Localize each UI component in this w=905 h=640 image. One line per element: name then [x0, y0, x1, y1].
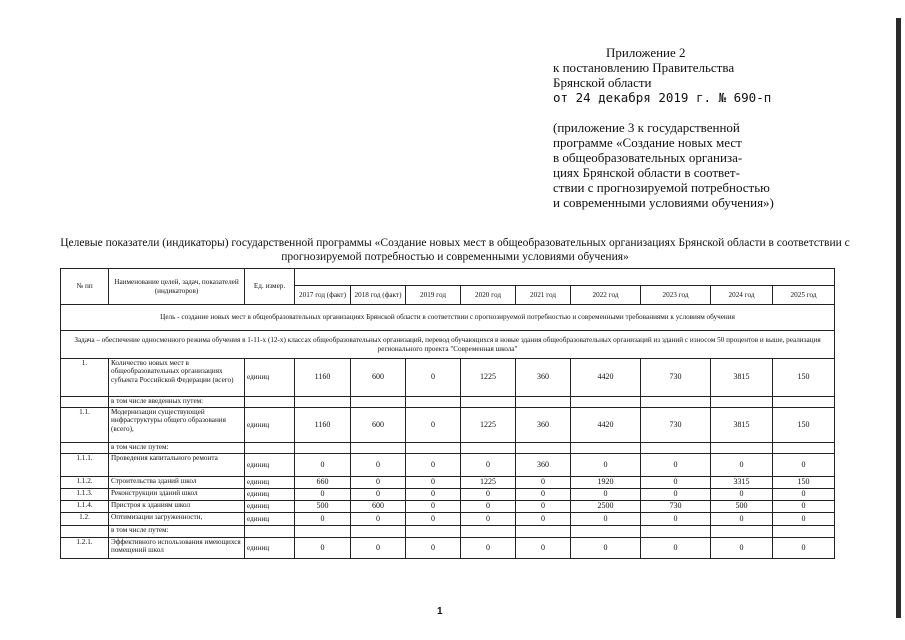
row-value: 0 — [406, 408, 461, 443]
row-value: 600 — [351, 408, 406, 443]
row-value: 0 — [516, 477, 571, 489]
row-value: 360 — [516, 454, 571, 477]
row-value — [571, 526, 641, 538]
row-value: 360 — [516, 359, 571, 397]
row-value: 0 — [641, 454, 711, 477]
header-num: № пп — [61, 269, 109, 305]
appendix-line: циях Брянской области в соответ- — [553, 165, 740, 180]
header-year: 2019 год — [406, 286, 461, 305]
row-value: 0 — [406, 359, 461, 397]
row-value: 0 — [461, 538, 516, 559]
row-value: 150 — [773, 408, 835, 443]
row-value: 0 — [516, 538, 571, 559]
row-unit: единиц — [245, 501, 295, 513]
row-name: в том числе введенных путем: — [109, 397, 245, 408]
row-number: 1.1.1. — [61, 454, 109, 477]
row-number — [61, 526, 109, 538]
row-value — [571, 397, 641, 408]
row-unit: единиц — [245, 513, 295, 526]
row-value: 0 — [351, 477, 406, 489]
row-value: 3315 — [711, 477, 773, 489]
row-unit — [245, 397, 295, 408]
row-unit: единиц — [245, 477, 295, 489]
table-row — [61, 443, 835, 454]
row-value: 0 — [406, 489, 461, 501]
row-value: 0 — [773, 454, 835, 477]
appendix-line: Брянской области — [553, 75, 652, 90]
appendix-line: программе «Создание новых мест — [553, 135, 742, 150]
row-value: 1160 — [295, 359, 351, 397]
row-value: 0 — [406, 477, 461, 489]
row-number — [61, 443, 109, 454]
row-unit — [245, 526, 295, 538]
row-value: 0 — [406, 538, 461, 559]
row-value: 730 — [641, 408, 711, 443]
header-year: 2022 год — [571, 286, 641, 305]
row-value: 0 — [711, 489, 773, 501]
row-value: 0 — [516, 501, 571, 513]
row-value — [406, 526, 461, 538]
row-value: 0 — [461, 454, 516, 477]
row-value: 3815 — [711, 408, 773, 443]
row-value: 0 — [295, 489, 351, 501]
row-value — [351, 526, 406, 538]
page-number: 1 — [437, 606, 443, 617]
row-name: Эффективного использования имеющихся помещений школ — [109, 538, 245, 559]
row-number: 1.1. — [61, 408, 109, 443]
row-value: 0 — [711, 513, 773, 526]
row-name: в том числе путем: — [109, 443, 245, 454]
row-value: 0 — [351, 513, 406, 526]
row-unit: единиц — [245, 359, 295, 397]
row-value — [516, 526, 571, 538]
appendix-decree-date: от 24 декабря 2019 г. № 690-п — [553, 90, 772, 105]
row-unit: единиц — [245, 538, 295, 559]
row-value: 0 — [711, 538, 773, 559]
row-value: 0 — [461, 501, 516, 513]
row-value: 0 — [571, 538, 641, 559]
row-value — [406, 397, 461, 408]
row-value: 0 — [516, 489, 571, 501]
row-value: 150 — [773, 477, 835, 489]
row-name: Модернизации существующей инфраструктуры общего образования (всего), — [109, 408, 245, 443]
appendix-line: и современными условиями обучения») — [553, 195, 774, 210]
row-value — [461, 526, 516, 538]
row-value — [461, 397, 516, 408]
table-row — [61, 359, 835, 397]
header-year: 2023 год — [641, 286, 711, 305]
row-value: 1225 — [461, 359, 516, 397]
row-value — [641, 526, 711, 538]
header-years-group — [295, 269, 835, 286]
row-value: 2500 — [571, 501, 641, 513]
table-row — [61, 501, 835, 513]
row-value: 0 — [773, 538, 835, 559]
goal-row: Цель - создание новых мест в общеобразовательных организациях Брянской области в соответствии с прогнозируемой потребностью и современными требованиями к условиям обучения — [61, 305, 835, 331]
document-title: Целевые показатели (индикаторы) государственной программы «Создание новых мест в общеобразовательных организациях Брянской области в соответствии с прогнозируемой потребностью и современными условиями обучения» — [60, 237, 850, 263]
row-value — [773, 443, 835, 454]
row-value: 0 — [295, 513, 351, 526]
row-number: 1.1.3. — [61, 489, 109, 501]
row-value: 0 — [641, 513, 711, 526]
row-number: 1.2. — [61, 513, 109, 526]
row-value: 0 — [406, 454, 461, 477]
row-value: 1225 — [461, 408, 516, 443]
row-value — [516, 397, 571, 408]
row-value — [711, 526, 773, 538]
row-value: 0 — [641, 489, 711, 501]
row-value: 660 — [295, 477, 351, 489]
row-value: 0 — [351, 454, 406, 477]
row-value: 1160 — [295, 408, 351, 443]
table-row — [61, 408, 835, 443]
appendix-line: (приложение 3 к государственной — [553, 120, 740, 135]
header-year: 2021 год — [516, 286, 571, 305]
appendix-heading: Приложение 2 — [606, 45, 686, 60]
row-value: 600 — [351, 501, 406, 513]
row-unit: единиц — [245, 489, 295, 501]
table-row — [61, 513, 835, 526]
table-row — [61, 526, 835, 538]
row-unit: единиц — [245, 408, 295, 443]
row-value — [351, 443, 406, 454]
row-value — [641, 397, 711, 408]
row-name: Количество новых мест в общеобразовательных организациях субъекта Российской Федерации (всего) — [109, 359, 245, 397]
row-value — [711, 443, 773, 454]
row-value: 730 — [641, 359, 711, 397]
header-year: 2020 год — [461, 286, 516, 305]
row-name: Пристроя к зданиям школ — [109, 501, 245, 513]
row-value — [461, 443, 516, 454]
row-value: 3815 — [711, 359, 773, 397]
header-year: 2017 год (факт) — [295, 286, 351, 305]
table-row — [61, 477, 835, 489]
row-value: 0 — [406, 513, 461, 526]
row-value: 0 — [571, 454, 641, 477]
scan-edge-shadow — [896, 18, 901, 618]
row-name: Оптимизации загруженности, — [109, 513, 245, 526]
row-value: 0 — [571, 489, 641, 501]
row-name: Проведения капитального ремонта — [109, 454, 245, 477]
row-value — [406, 443, 461, 454]
row-name: в том числе путем: — [109, 526, 245, 538]
row-number: 1.1.2. — [61, 477, 109, 489]
row-value: 730 — [641, 501, 711, 513]
row-unit: единиц — [245, 454, 295, 477]
row-value: 500 — [711, 501, 773, 513]
row-value: 0 — [461, 513, 516, 526]
appendix-block — [553, 45, 883, 210]
row-value — [773, 397, 835, 408]
row-number: 1.2.1. — [61, 538, 109, 559]
row-value: 0 — [406, 501, 461, 513]
header-unit: Ед. измер. — [245, 269, 295, 305]
row-value: 1920 — [571, 477, 641, 489]
row-value — [773, 526, 835, 538]
row-value: 150 — [773, 359, 835, 397]
header-name: Наименование целей, задач, показателей (индикаторов) — [109, 269, 245, 305]
row-value: 0 — [351, 538, 406, 559]
table-row — [61, 397, 835, 408]
row-value — [295, 397, 351, 408]
row-value: 500 — [295, 501, 351, 513]
row-value — [295, 443, 351, 454]
row-value: 600 — [351, 359, 406, 397]
appendix-line: ствии с прогнозируемой потребностью — [553, 180, 770, 195]
row-value: 0 — [295, 538, 351, 559]
row-value: 0 — [773, 513, 835, 526]
row-value: 4420 — [571, 359, 641, 397]
row-value: 1225 — [461, 477, 516, 489]
row-name: Реконструкции зданий школ — [109, 489, 245, 501]
row-value — [711, 397, 773, 408]
row-value — [571, 443, 641, 454]
row-value: 360 — [516, 408, 571, 443]
row-value: 0 — [773, 501, 835, 513]
appendix-line: в общеобразовательных организа- — [553, 150, 743, 165]
header-year: 2024 год — [711, 286, 773, 305]
row-number: 1. — [61, 359, 109, 397]
header-year: 2025 год — [773, 286, 835, 305]
table-row — [61, 538, 835, 559]
row-number — [61, 397, 109, 408]
row-value: 0 — [351, 489, 406, 501]
row-value: 0 — [641, 538, 711, 559]
row-number: 1.1.4. — [61, 501, 109, 513]
row-value: 0 — [641, 477, 711, 489]
row-value: 0 — [571, 513, 641, 526]
row-unit — [245, 443, 295, 454]
table-row — [61, 489, 835, 501]
header-year: 2018 год (факт) — [351, 286, 406, 305]
appendix-line: к постановлению Правительства — [553, 60, 735, 75]
row-value: 0 — [461, 489, 516, 501]
row-value: 0 — [295, 454, 351, 477]
row-value — [641, 443, 711, 454]
row-name: Строительства зданий школ — [109, 477, 245, 489]
task-row: Задача – обеспечение односменного режима обучения в 1-11-х (12-х) классах общеобразовательных организаций, перевод обучающихся в новые здания общеобразовательных организаций из зданий с износом 50 процентов и выше, реализация регионального проекта "Современная школа" — [61, 331, 835, 359]
row-value: 0 — [773, 489, 835, 501]
row-value: 0 — [516, 513, 571, 526]
table-row — [61, 454, 835, 477]
row-value — [295, 526, 351, 538]
row-value: 4420 — [571, 408, 641, 443]
row-value — [516, 443, 571, 454]
row-value: 0 — [711, 454, 773, 477]
row-value — [351, 397, 406, 408]
indicators-table — [60, 268, 835, 559]
